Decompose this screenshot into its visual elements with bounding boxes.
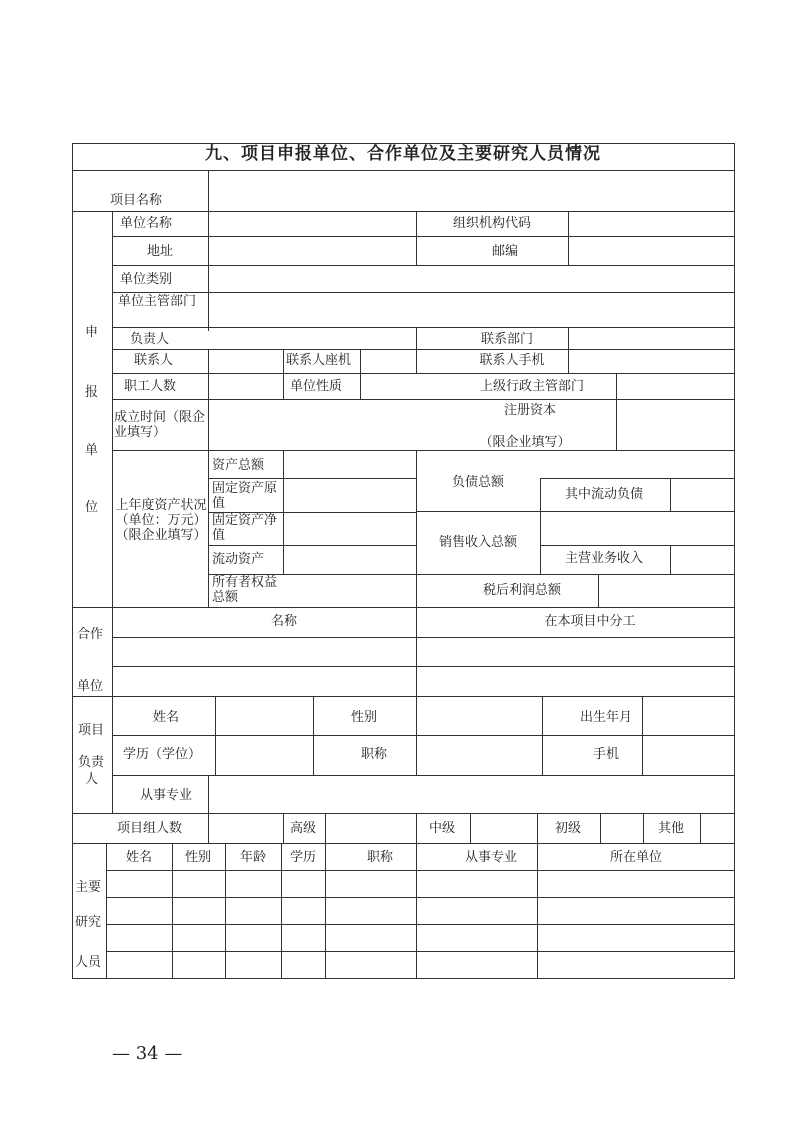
label-total-assets: 资产总额 bbox=[212, 458, 265, 473]
side-applicant-3: 单 bbox=[85, 443, 99, 458]
label-founded-time: 成立时间（限企业填写） bbox=[114, 410, 206, 440]
leader-mobile-label: 手机 bbox=[592, 747, 620, 762]
side-leader-1: 项目 bbox=[78, 723, 105, 738]
label-registered-capital-note: （限企业填写） bbox=[479, 435, 571, 450]
label-registered-capital: 注册资本 bbox=[503, 403, 557, 418]
label-unit-nature: 单位性质 bbox=[290, 379, 343, 394]
label-net-profit: 税后利润总额 bbox=[482, 583, 562, 598]
side-leader-3: 人 bbox=[85, 772, 99, 787]
label-finance: 上年度资产状况（单位：万元）（限企业填写） bbox=[115, 498, 207, 543]
label-current-liabilities: 其中流动负债 bbox=[564, 487, 644, 502]
team-middle-label: 中级 bbox=[428, 821, 456, 836]
label-total-liabilities: 负债总额 bbox=[451, 475, 505, 490]
label-total-sales: 销售收入总额 bbox=[438, 535, 518, 550]
partner-division-header: 在本项目中分工 bbox=[544, 614, 636, 629]
label-fixed-original: 固定资产原值 bbox=[212, 481, 278, 511]
partner-name-header: 名称 bbox=[270, 614, 298, 629]
label-contact-mobile: 联系人手机 bbox=[479, 353, 545, 368]
leader-name-label: 姓名 bbox=[152, 710, 180, 725]
members-col-name: 姓名 bbox=[125, 850, 153, 865]
members-col-gender: 性别 bbox=[184, 850, 212, 865]
form-title: 九、项目申报单位、合作单位及主要研究人员情况 bbox=[205, 144, 601, 164]
label-unit-type: 单位类别 bbox=[120, 272, 173, 287]
leader-education-label: 学历（学位） bbox=[122, 747, 202, 762]
side-researchers-2: 研究 bbox=[75, 915, 102, 930]
side-partner-2: 单位 bbox=[77, 679, 104, 694]
page-number: — 34 — bbox=[112, 1043, 183, 1064]
team-other-label: 其他 bbox=[657, 821, 685, 836]
label-unit-name: 单位名称 bbox=[120, 216, 173, 231]
side-applicant-1: 申 bbox=[85, 325, 99, 340]
team-count-label: 项目组人数 bbox=[117, 821, 183, 836]
members-col-unit: 所在单位 bbox=[609, 850, 663, 865]
label-person-in-charge: 负责人 bbox=[130, 332, 170, 347]
side-applicant-2: 报 bbox=[85, 385, 99, 400]
members-col-age: 年龄 bbox=[239, 850, 267, 865]
label-postcode: 邮编 bbox=[491, 244, 519, 259]
label-fixed-net: 固定资产净值 bbox=[212, 513, 278, 543]
members-col-education: 学历 bbox=[289, 850, 317, 865]
side-leader-2: 负责 bbox=[78, 755, 105, 770]
label-contact-landline: 联系人座机 bbox=[286, 353, 352, 368]
leader-major-label: 从事专业 bbox=[140, 788, 193, 803]
label-org-code: 组织机构代码 bbox=[452, 216, 532, 231]
members-col-major: 从事专业 bbox=[464, 850, 518, 865]
label-contact-dept: 联系部门 bbox=[480, 332, 534, 347]
side-researchers-1: 主要 bbox=[75, 880, 102, 895]
label-superior-dept: 上级行政主管部门 bbox=[479, 379, 585, 394]
label-main-business: 主营业务收入 bbox=[564, 551, 644, 566]
leader-birth-label: 出生年月 bbox=[579, 710, 633, 725]
project-name-label: 项目名称 bbox=[110, 193, 163, 208]
side-applicant-4: 位 bbox=[85, 500, 99, 515]
team-senior-label: 高级 bbox=[289, 821, 317, 836]
leader-gender-label: 性别 bbox=[350, 710, 378, 725]
label-staff-count: 职工人数 bbox=[124, 379, 177, 394]
members-col-title: 职称 bbox=[366, 850, 394, 865]
label-address: 地址 bbox=[147, 244, 174, 259]
label-current-assets: 流动资产 bbox=[212, 552, 265, 567]
label-contact: 联系人 bbox=[134, 353, 174, 368]
team-junior-label: 初级 bbox=[554, 821, 582, 836]
label-owner-equity: 所有者权益总额 bbox=[212, 575, 278, 605]
label-supervisor-dept: 单位主管部门 bbox=[118, 294, 197, 309]
leader-title-label: 职称 bbox=[360, 747, 388, 762]
side-partner-1: 合作 bbox=[77, 627, 104, 642]
side-researchers-3: 人员 bbox=[75, 955, 102, 970]
